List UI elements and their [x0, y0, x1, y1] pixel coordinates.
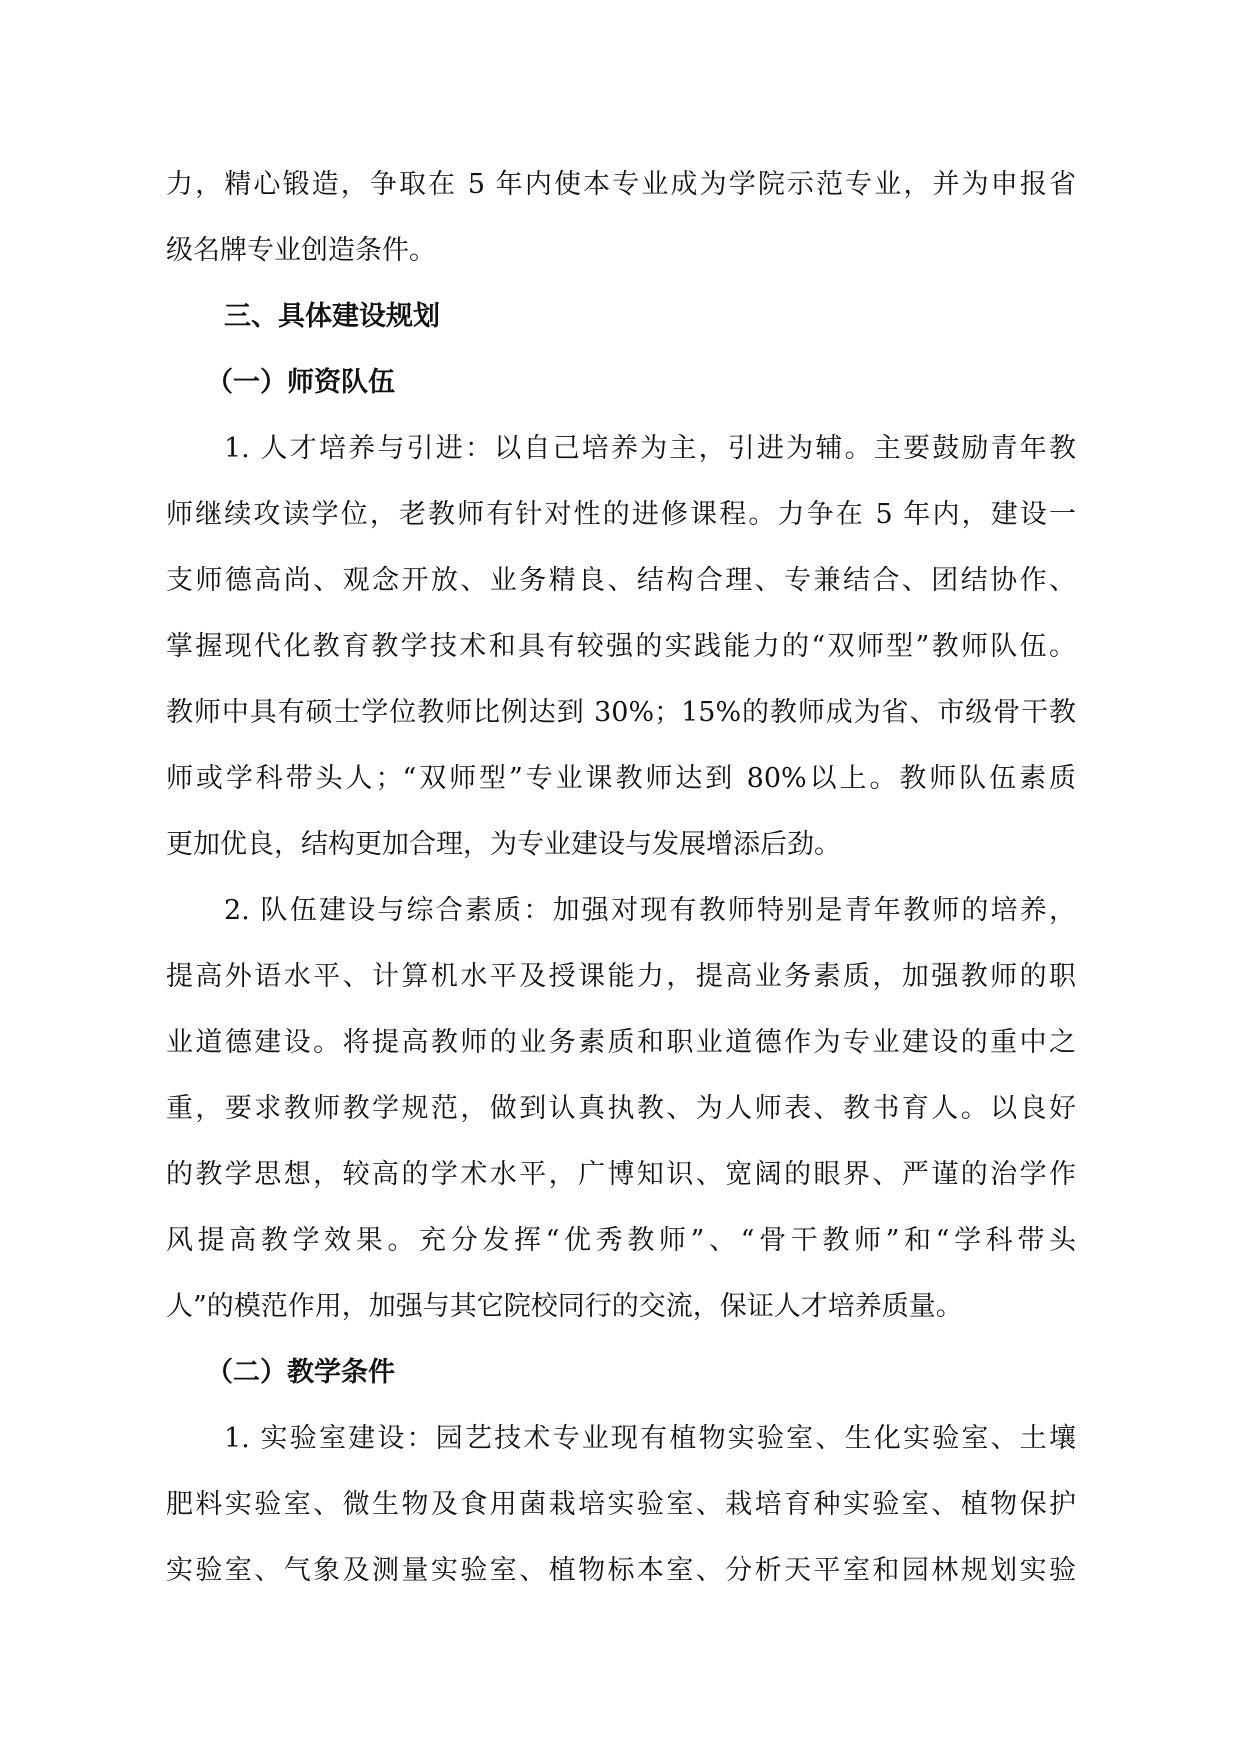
paragraph-line: 1. 实验室建设：园艺技术专业现有植物实验室、生化实验室、土壤 — [224, 1423, 1076, 1454]
document-body — [166, 152, 1076, 1604]
paragraph-line: 风提高教学效果。充分发挥“优秀教师”、“骨干教师”和“学科带头 — [166, 1225, 1076, 1256]
paragraph-line: 实验室、气象及测量实验室、植物标本室、分析天平室和园林规划实验 — [166, 1555, 1076, 1586]
paragraph-line: 人”的模范作用，加强与其它院校同行的交流，保证人才培养质量。 — [166, 1291, 963, 1322]
paragraph-line: 教师中具有硕士学位教师比例达到 30%；15%的教师成为省、市级骨干教 — [166, 697, 1076, 728]
paragraph-line: 2. 队伍建设与综合素质：加强对现有教师特别是青年教师的培养， — [224, 895, 1076, 926]
paragraph-talent-training — [166, 416, 1076, 878]
paragraph-line: 重，要求教师教学规范，做到认真执教、为人师表、教书育人。以良好 — [166, 1093, 1076, 1124]
subsection-heading-teachers: （一）师资队伍 — [206, 367, 395, 398]
paragraph-line: 业道德建设。将提高教师的业务素质和职业道德作为专业建设的重中之 — [166, 1027, 1076, 1058]
paragraph-line: 肥料实验室、微生物及食用菌栽培实验室、栽培育种实验室、植物保护 — [166, 1489, 1076, 1520]
paragraph-line: 的教学思想，较高的学术水平，广博知识、宽阔的眼界、严谨的治学作 — [166, 1159, 1076, 1190]
paragraph-team-building — [166, 878, 1076, 1340]
paragraph-line: 掌握现代化教育教学技术和具有较强的实践能力的“双师型”教师队伍。 — [166, 631, 1076, 662]
paragraph-line: 力，精心锻造，争取在 5 年内使本专业成为学院示范专业，并为申报省 — [166, 169, 1076, 200]
section-heading: 三、具体建设规划 — [224, 301, 440, 332]
paragraph-line: 支师德高尚、观念开放、业务精良、结构合理、专兼结合、团结协作、 — [166, 565, 1076, 596]
paragraph-line: 更加优良，结构更加合理，为专业建设与发展增添后劲。 — [166, 829, 841, 860]
intro-paragraph — [166, 152, 1076, 284]
paragraph-lab-construction — [166, 1406, 1076, 1604]
paragraph-line: 师继续攻读学位，老教师有针对性的进修课程。力争在 5 年内，建设一 — [166, 499, 1076, 530]
paragraph-line: 提高外语水平、计算机水平及授课能力，提高业务素质，加强教师的职 — [166, 961, 1076, 992]
paragraph-line: 级名牌专业创造条件。 — [166, 235, 436, 266]
paragraph-line: 师或学科带头人；“双师型”专业课教师达到 80%以上。教师队伍素质 — [166, 763, 1076, 794]
subsection-heading-teaching-conditions: （二）教学条件 — [206, 1357, 395, 1388]
paragraph-line: 1. 人才培养与引进：以自己培养为主，引进为辅。主要鼓励青年教 — [224, 433, 1076, 464]
